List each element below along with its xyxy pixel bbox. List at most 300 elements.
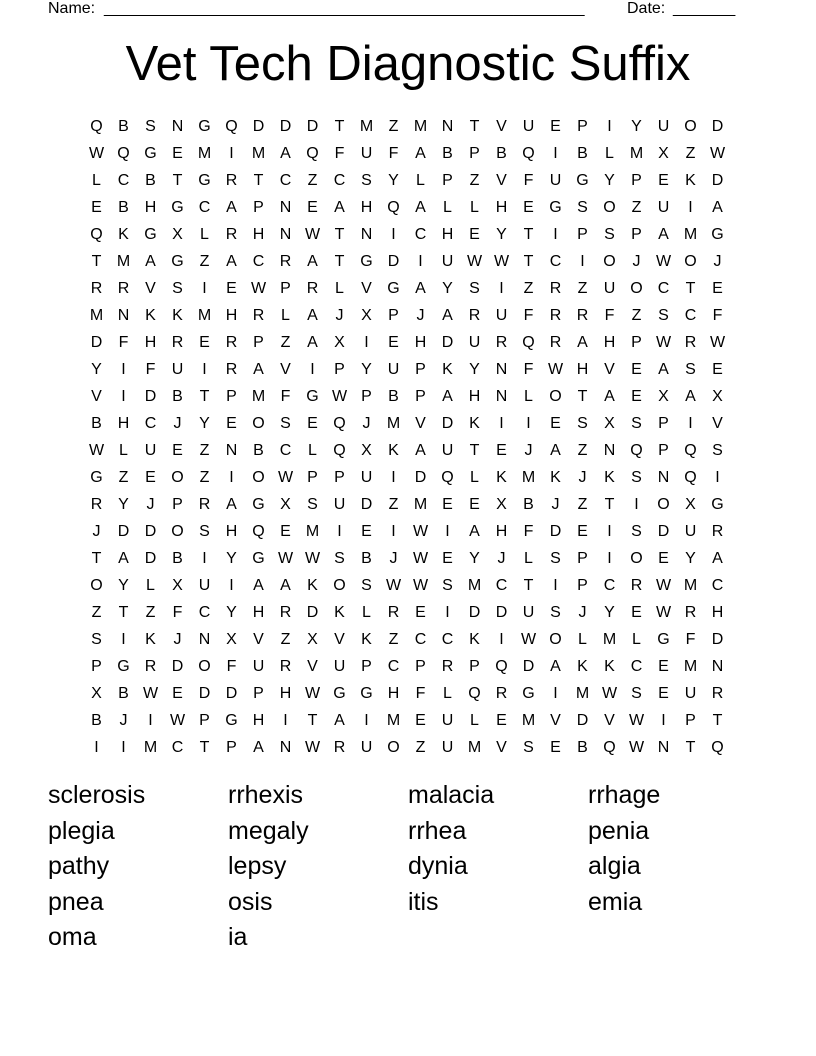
grid-letter[interactable]: B [388,387,399,405]
grid-letter[interactable]: W [709,144,726,162]
grid-letter[interactable]: F [280,387,291,405]
grid-letter[interactable]: U [441,711,454,729]
grid-letter[interactable]: W [547,360,564,378]
grid-letter[interactable]: H [225,522,238,540]
grid-letter[interactable]: C [414,630,427,648]
grid-letter[interactable]: S [361,576,372,594]
grid-letter[interactable]: G [360,684,373,702]
grid-letter[interactable]: E [712,279,723,297]
grid-letter[interactable]: D [711,171,724,189]
grid-letter[interactable]: A [415,198,426,216]
grid-letter[interactable]: Q [333,414,346,432]
grid-letter[interactable]: U [360,468,373,486]
grid-letter[interactable]: A [253,738,264,756]
grid-letter[interactable]: P [415,360,426,378]
grid-letter[interactable]: Y [226,603,237,621]
grid-letter[interactable]: D [90,333,103,351]
grid-letter[interactable]: I [607,117,612,135]
grid-letter[interactable]: Z [388,495,399,513]
grid-letter[interactable]: Y [199,414,210,432]
grid-letter[interactable]: H [603,333,616,351]
grid-letter[interactable]: P [415,657,426,675]
grid-letter[interactable]: E [496,711,507,729]
grid-letter[interactable]: W [466,252,483,270]
grid-letter[interactable]: E [658,684,669,702]
grid-letter[interactable]: C [198,198,211,216]
grid-letter[interactable]: R [711,684,724,702]
grid-letter[interactable]: M [359,117,374,135]
grid-letter[interactable]: Q [117,144,130,162]
grid-letter[interactable]: M [467,576,482,594]
grid-letter[interactable]: Z [280,333,291,351]
grid-letter[interactable]: W [385,576,402,594]
grid-letter[interactable]: H [252,711,265,729]
grid-letter[interactable]: X [658,144,669,162]
grid-letter[interactable]: A [307,252,318,270]
grid-letter[interactable]: S [550,549,561,567]
grid-letter[interactable]: N [360,225,373,243]
grid-letter[interactable]: A [658,225,669,243]
grid-letter[interactable]: I [688,414,693,432]
grid-letter[interactable]: B [496,144,507,162]
grid-letter[interactable]: X [712,387,723,405]
grid-letter[interactable]: R [549,279,562,297]
grid-letter[interactable]: F [523,306,534,324]
grid-letter[interactable]: F [388,144,399,162]
grid-letter[interactable]: U [441,441,454,459]
grid-letter[interactable]: B [118,117,129,135]
grid-letter[interactable]: K [469,414,480,432]
grid-letter[interactable]: G [144,144,157,162]
grid-letter[interactable]: N [279,225,292,243]
grid-letter[interactable]: P [199,711,210,729]
grid-letter[interactable]: T [577,387,588,405]
grid-letter[interactable]: M [683,657,698,675]
grid-letter[interactable]: G [252,549,265,567]
grid-letter[interactable]: P [280,279,291,297]
grid-letter[interactable]: W [304,549,321,567]
grid-letter[interactable]: I [94,738,99,756]
grid-letter[interactable]: U [198,576,211,594]
grid-letter[interactable]: R [306,279,319,297]
grid-letter[interactable]: P [577,576,588,594]
grid-letter[interactable]: N [279,198,292,216]
grid-letter[interactable]: W [142,684,159,702]
grid-letter[interactable]: L [470,198,479,216]
grid-letter[interactable]: W [493,252,510,270]
grid-letter[interactable]: R [252,306,265,324]
grid-letter[interactable]: E [658,549,669,567]
grid-letter[interactable]: V [361,279,372,297]
grid-letter[interactable]: J [92,522,101,540]
grid-letter[interactable]: M [386,711,401,729]
grid-letter[interactable]: C [171,738,184,756]
grid-letter[interactable]: J [119,711,128,729]
grid-letter[interactable]: T [469,441,480,459]
grid-letter[interactable]: H [441,225,454,243]
grid-letter[interactable]: T [172,171,183,189]
grid-letter[interactable]: R [225,333,238,351]
grid-letter[interactable]: Q [630,441,643,459]
grid-letter[interactable]: D [711,117,724,135]
grid-letter[interactable]: F [712,306,723,324]
grid-letter[interactable]: Z [199,468,210,486]
grid-letter[interactable]: G [711,225,724,243]
grid-letter[interactable]: M [116,252,131,270]
grid-letter[interactable]: K [577,657,588,675]
grid-letter[interactable]: M [575,684,590,702]
grid-letter[interactable]: V [550,711,561,729]
grid-letter[interactable]: C [657,279,670,297]
grid-letter[interactable]: H [468,387,481,405]
grid-letter[interactable]: L [470,468,479,486]
grid-letter[interactable]: A [604,387,615,405]
grid-letter[interactable]: Z [91,603,102,621]
grid-letter[interactable]: Q [684,441,697,459]
grid-letter[interactable]: J [416,306,425,324]
grid-letter[interactable]: E [550,414,561,432]
grid-letter[interactable]: O [171,522,184,540]
grid-letter[interactable]: Y [604,603,615,621]
grid-letter[interactable]: F [415,684,426,702]
grid-letter[interactable]: V [496,171,507,189]
grid-letter[interactable]: E [658,171,669,189]
grid-letter[interactable]: H [387,684,400,702]
grid-letter[interactable]: E [550,738,561,756]
grid-letter[interactable]: U [657,198,670,216]
grid-letter[interactable]: I [391,468,396,486]
grid-letter[interactable]: M [386,414,401,432]
grid-letter[interactable]: S [469,279,480,297]
grid-letter[interactable]: N [171,117,184,135]
grid-letter[interactable]: N [495,360,508,378]
grid-letter[interactable]: B [172,387,183,405]
grid-letter[interactable]: U [522,603,535,621]
grid-letter[interactable]: H [144,333,157,351]
grid-letter[interactable]: A [415,144,426,162]
grid-letter[interactable]: V [712,414,723,432]
grid-letter[interactable]: D [198,684,211,702]
grid-letter[interactable]: P [334,468,345,486]
grid-letter[interactable]: C [441,630,454,648]
grid-letter[interactable]: K [361,630,372,648]
grid-letter[interactable]: B [91,414,102,432]
grid-letter[interactable]: I [337,522,342,540]
grid-letter[interactable]: Y [118,495,129,513]
grid-letter[interactable]: A [280,144,291,162]
grid-letter[interactable]: Q [603,738,616,756]
grid-letter[interactable]: I [202,360,207,378]
grid-letter[interactable]: A [577,333,588,351]
grid-letter[interactable]: N [711,657,724,675]
grid-letter[interactable]: P [388,306,399,324]
grid-letter[interactable]: C [711,576,724,594]
grid-letter[interactable]: D [306,117,319,135]
grid-letter[interactable]: P [253,684,264,702]
grid-letter[interactable]: E [172,144,183,162]
grid-letter[interactable]: S [442,576,453,594]
grid-letter[interactable]: U [468,333,481,351]
grid-letter[interactable]: Z [388,117,399,135]
grid-letter[interactable]: I [121,738,126,756]
grid-letter[interactable]: L [335,279,344,297]
grid-letter[interactable]: D [360,495,373,513]
grid-letter[interactable]: R [225,360,238,378]
grid-letter[interactable]: J [497,549,506,567]
grid-letter[interactable]: E [307,198,318,216]
grid-letter[interactable]: E [550,117,561,135]
grid-letter[interactable]: P [631,225,642,243]
grid-letter[interactable]: D [549,522,562,540]
grid-letter[interactable]: K [604,657,615,675]
grid-letter[interactable]: U [657,117,670,135]
grid-letter[interactable]: I [553,576,558,594]
grid-letter[interactable]: G [117,657,130,675]
grid-letter[interactable]: A [226,198,237,216]
grid-letter[interactable]: S [658,306,669,324]
grid-letter[interactable]: X [361,306,372,324]
grid-letter[interactable]: T [91,549,102,567]
grid-letter[interactable]: I [499,414,504,432]
grid-letter[interactable]: Q [684,468,697,486]
grid-letter[interactable]: G [522,684,535,702]
grid-letter[interactable]: Q [252,522,265,540]
grid-letter[interactable]: K [145,306,156,324]
grid-letter[interactable]: Y [226,549,237,567]
grid-letter[interactable]: Y [442,279,453,297]
grid-letter[interactable]: U [603,279,616,297]
grid-letter[interactable]: F [118,333,129,351]
grid-letter[interactable]: A [550,657,561,675]
grid-letter[interactable]: S [199,522,210,540]
grid-letter[interactable]: W [304,738,321,756]
grid-letter[interactable]: D [225,684,238,702]
grid-letter[interactable]: Z [577,279,588,297]
grid-letter[interactable]: M [629,144,644,162]
grid-letter[interactable]: I [229,576,234,594]
grid-letter[interactable]: R [90,495,103,513]
grid-letter[interactable]: D [144,387,157,405]
grid-letter[interactable]: A [307,306,318,324]
grid-letter[interactable]: J [173,414,182,432]
grid-letter[interactable]: W [628,738,645,756]
grid-letter[interactable]: U [171,360,184,378]
grid-letter[interactable]: R [495,684,508,702]
grid-letter[interactable]: Y [685,549,696,567]
grid-letter[interactable]: W [277,549,294,567]
grid-letter[interactable]: B [91,711,102,729]
grid-letter[interactable]: I [445,522,450,540]
grid-letter[interactable]: M [197,306,212,324]
grid-letter[interactable]: E [658,657,669,675]
grid-letter[interactable]: C [279,441,292,459]
grid-letter[interactable]: R [387,603,400,621]
grid-letter[interactable]: P [307,468,318,486]
grid-letter[interactable]: D [252,117,265,135]
grid-letter[interactable]: F [334,144,345,162]
grid-letter[interactable]: I [229,468,234,486]
grid-letter[interactable]: D [468,603,481,621]
grid-letter[interactable]: H [225,306,238,324]
grid-letter[interactable]: U [684,684,697,702]
grid-letter[interactable]: D [306,603,319,621]
grid-letter[interactable]: L [281,306,290,324]
grid-letter[interactable]: Y [91,360,102,378]
grid-letter[interactable]: P [577,117,588,135]
grid-letter[interactable]: U [441,738,454,756]
grid-letter[interactable]: O [657,495,670,513]
grid-letter[interactable]: E [280,522,291,540]
grid-letter[interactable]: J [335,306,344,324]
grid-letter[interactable]: E [91,198,102,216]
grid-letter[interactable]: L [362,603,371,621]
grid-letter[interactable]: R [279,657,292,675]
grid-letter[interactable]: C [117,171,130,189]
grid-letter[interactable]: R [549,333,562,351]
grid-letter[interactable]: N [657,738,670,756]
grid-letter[interactable]: R [171,333,184,351]
grid-letter[interactable]: C [387,657,400,675]
grid-letter[interactable]: R [630,576,643,594]
grid-letter[interactable]: X [658,387,669,405]
grid-letter[interactable]: R [684,603,697,621]
grid-letter[interactable]: U [252,657,265,675]
grid-letter[interactable]: F [145,360,156,378]
grid-letter[interactable]: L [470,711,479,729]
grid-letter[interactable]: O [630,549,643,567]
grid-letter[interactable]: B [145,171,156,189]
grid-letter[interactable]: D [117,522,130,540]
grid-letter[interactable]: W [331,387,348,405]
grid-letter[interactable]: U [522,117,535,135]
grid-letter[interactable]: F [685,630,696,648]
grid-letter[interactable]: X [226,630,237,648]
grid-letter[interactable]: I [202,279,207,297]
grid-letter[interactable]: H [117,414,130,432]
grid-letter[interactable]: E [469,495,480,513]
grid-letter[interactable]: G [306,387,319,405]
grid-letter[interactable]: E [307,414,318,432]
grid-letter[interactable]: R [144,657,157,675]
grid-letter[interactable]: O [630,279,643,297]
grid-letter[interactable]: E [361,522,372,540]
grid-letter[interactable]: O [252,468,265,486]
grid-letter[interactable]: R [468,306,481,324]
grid-letter[interactable]: U [684,522,697,540]
grid-letter[interactable]: A [712,198,723,216]
grid-letter[interactable]: A [334,711,345,729]
grid-letter[interactable]: P [226,738,237,756]
grid-letter[interactable]: O [252,414,265,432]
grid-letter[interactable]: L [416,171,425,189]
grid-letter[interactable]: I [661,711,666,729]
grid-letter[interactable]: M [602,630,617,648]
grid-letter[interactable]: C [144,414,157,432]
grid-letter[interactable]: P [658,441,669,459]
grid-letter[interactable]: E [577,522,588,540]
grid-letter[interactable]: E [226,414,237,432]
grid-letter[interactable]: S [685,360,696,378]
grid-letter[interactable]: J [632,252,641,270]
grid-letter[interactable]: I [553,225,558,243]
grid-letter[interactable]: M [413,117,428,135]
grid-letter[interactable]: L [119,441,128,459]
grid-letter[interactable]: O [549,387,562,405]
grid-letter[interactable]: Y [496,225,507,243]
grid-letter[interactable]: D [144,522,157,540]
grid-letter[interactable]: C [630,657,643,675]
grid-letter[interactable]: J [362,414,371,432]
grid-letter[interactable]: A [253,360,264,378]
grid-letter[interactable]: Z [415,738,426,756]
grid-letter[interactable]: V [415,414,426,432]
grid-letter[interactable]: E [442,495,453,513]
grid-letter[interactable]: G [387,279,400,297]
grid-letter[interactable]: I [715,468,720,486]
grid-letter[interactable]: R [441,657,454,675]
grid-letter[interactable]: C [279,171,292,189]
grid-letter[interactable]: V [604,360,615,378]
grid-letter[interactable]: H [144,198,157,216]
grid-letter[interactable]: M [197,144,212,162]
grid-letter[interactable]: J [713,252,722,270]
grid-letter[interactable]: G [333,684,346,702]
grid-letter[interactable]: S [91,630,102,648]
grid-letter[interactable]: P [253,333,264,351]
grid-letter[interactable]: T [199,738,210,756]
grid-letter[interactable]: W [709,333,726,351]
grid-letter[interactable]: U [144,441,157,459]
grid-letter[interactable]: T [199,387,210,405]
grid-letter[interactable]: P [226,387,237,405]
grid-letter[interactable]: B [118,684,129,702]
grid-letter[interactable]: R [549,306,562,324]
grid-letter[interactable]: U [495,306,508,324]
grid-letter[interactable]: Y [604,171,615,189]
grid-letter[interactable]: L [578,630,587,648]
grid-letter[interactable]: T [307,711,318,729]
grid-letter[interactable]: B [118,198,129,216]
grid-letter[interactable]: I [607,522,612,540]
grid-letter[interactable]: K [604,468,615,486]
grid-letter[interactable]: W [655,252,672,270]
grid-letter[interactable]: T [685,738,696,756]
grid-letter[interactable]: M [413,495,428,513]
grid-letter[interactable]: E [442,549,453,567]
grid-letter[interactable]: E [631,360,642,378]
grid-letter[interactable]: I [148,711,153,729]
grid-letter[interactable]: X [307,630,318,648]
grid-letter[interactable]: I [634,495,639,513]
grid-letter[interactable]: H [252,225,265,243]
grid-letter[interactable]: Q [522,144,535,162]
grid-letter[interactable]: L [605,144,614,162]
grid-letter[interactable]: N [441,117,454,135]
grid-letter[interactable]: V [334,630,345,648]
grid-letter[interactable]: W [655,333,672,351]
grid-letter[interactable]: E [496,441,507,459]
grid-letter[interactable]: B [577,144,588,162]
grid-letter[interactable]: G [198,117,211,135]
grid-letter[interactable]: Z [388,630,399,648]
grid-letter[interactable]: S [280,414,291,432]
grid-letter[interactable]: L [92,171,101,189]
grid-letter[interactable]: D [279,117,292,135]
grid-letter[interactable]: Q [306,144,319,162]
grid-letter[interactable]: P [334,360,345,378]
grid-letter[interactable]: I [229,144,234,162]
grid-letter[interactable]: N [603,441,616,459]
